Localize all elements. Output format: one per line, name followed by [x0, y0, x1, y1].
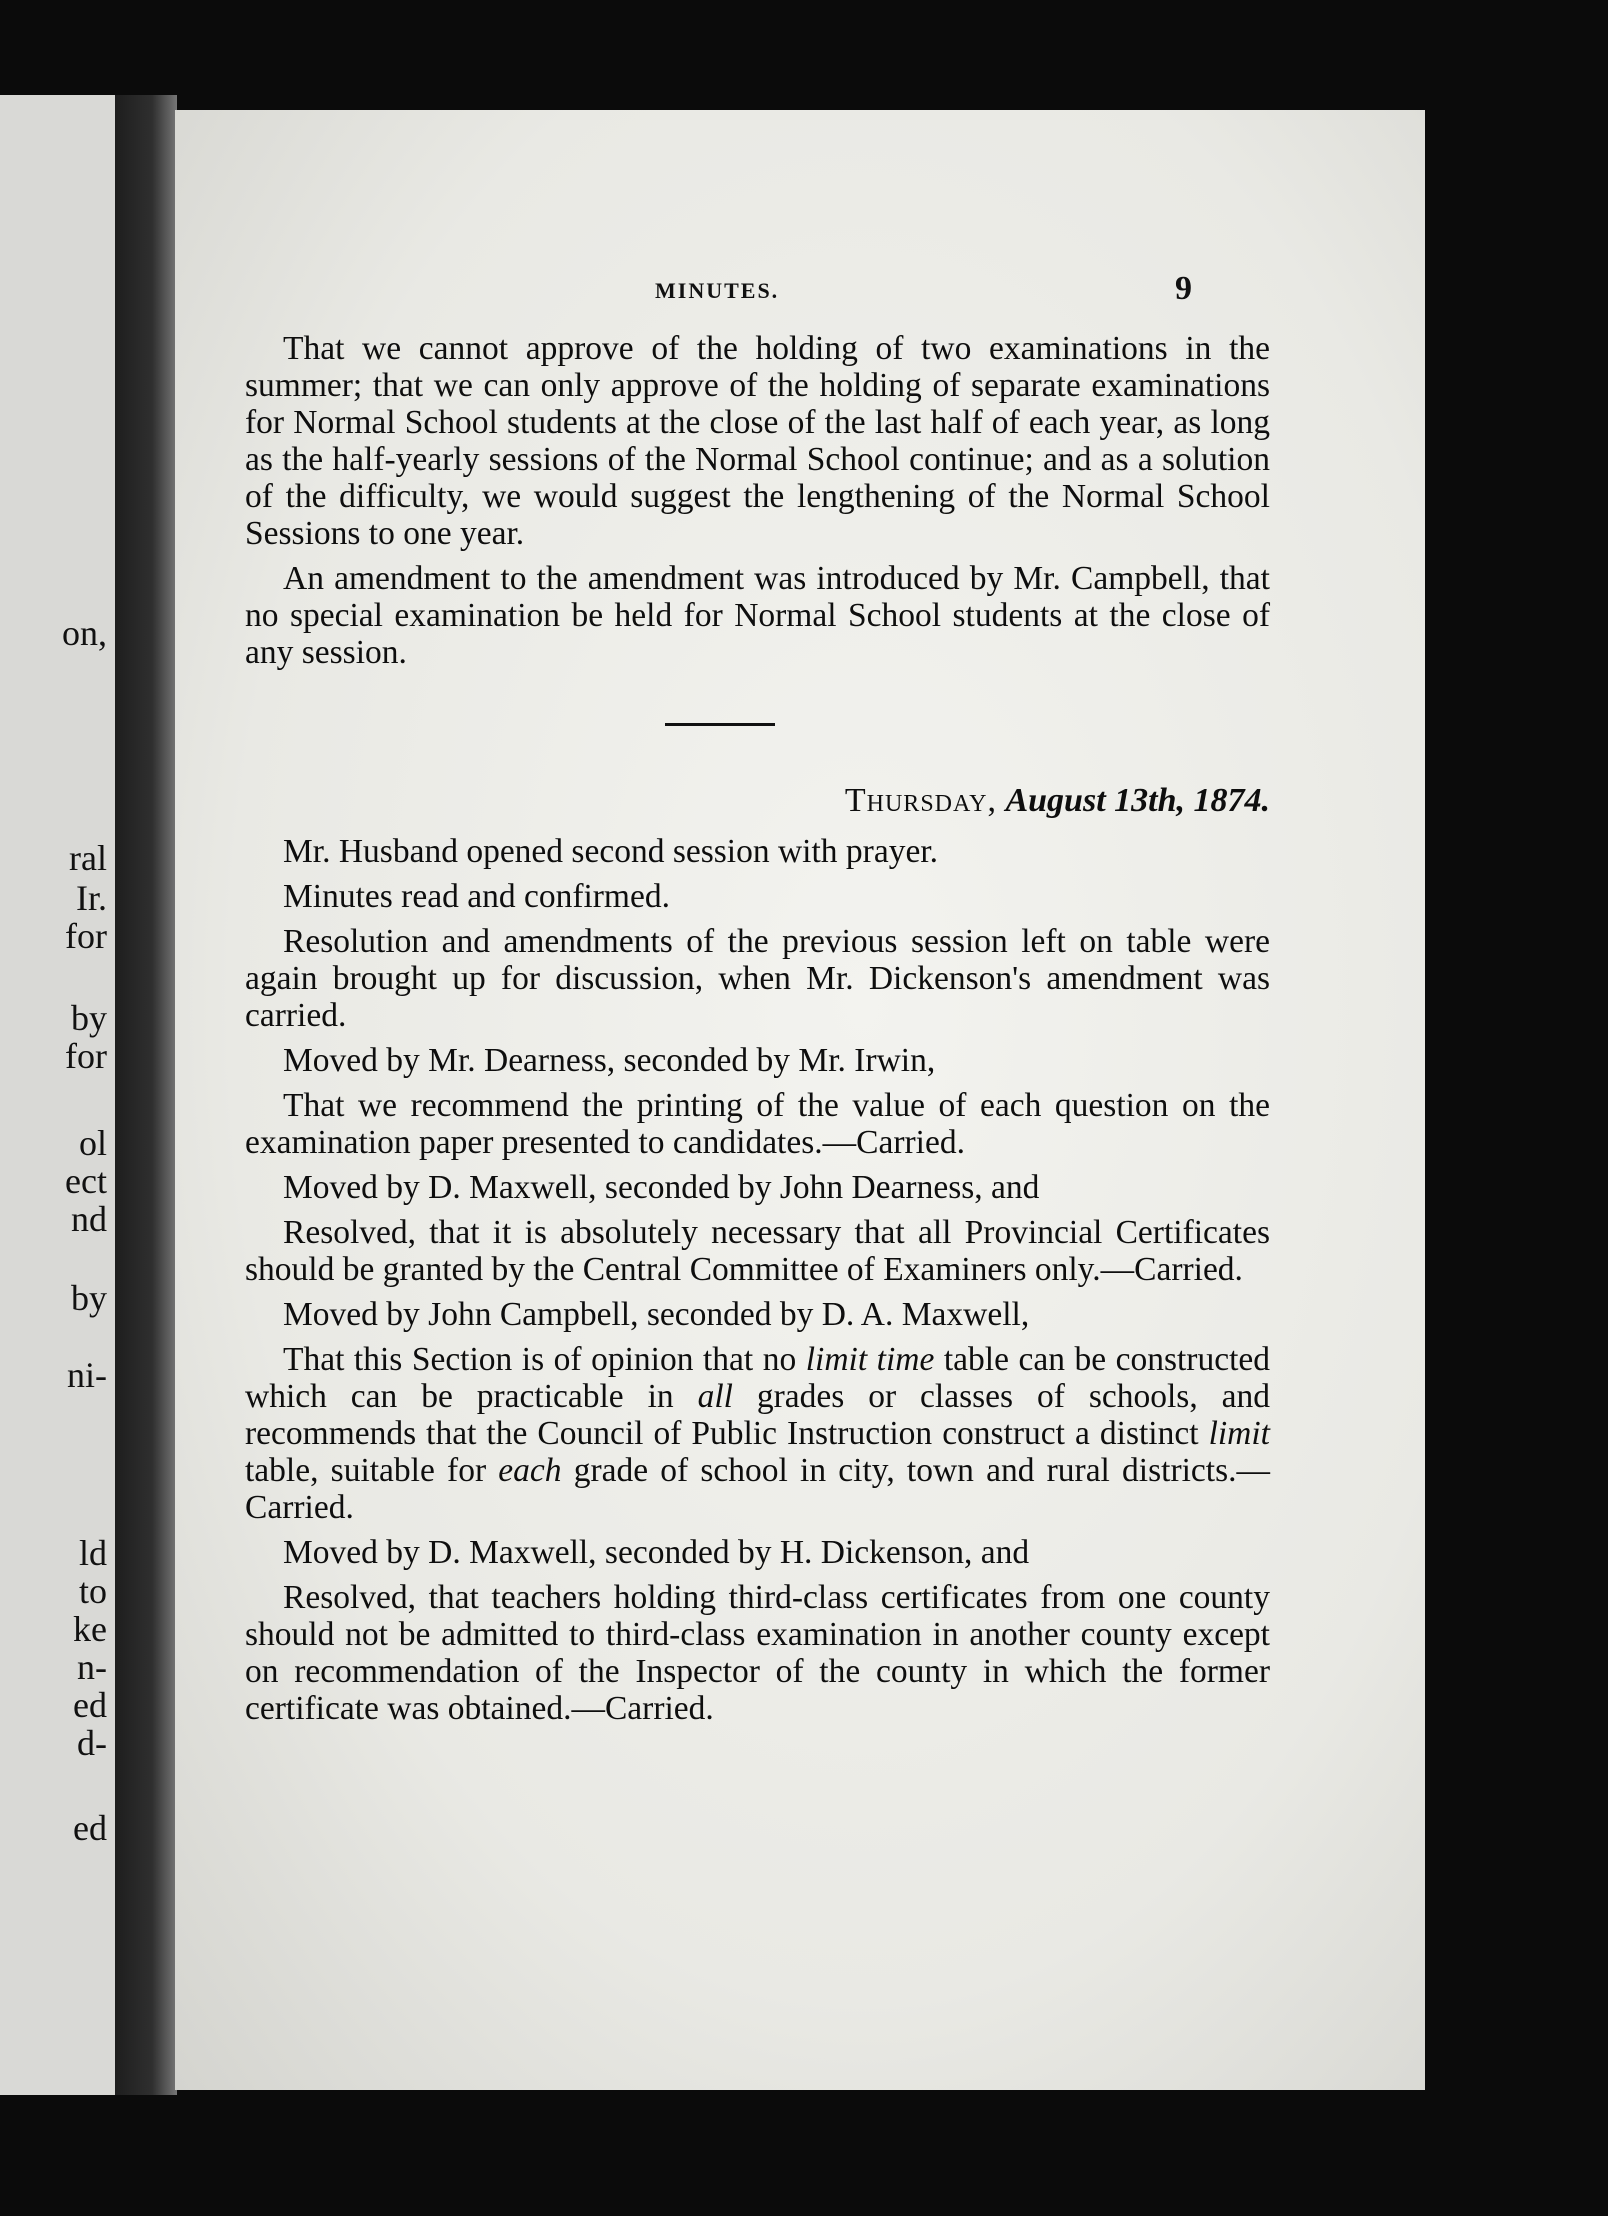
page-body	[245, 330, 1270, 1735]
fragment: by	[71, 1278, 107, 1318]
paragraph: Moved by D. Maxwell, seconded by John Dearness, and	[283, 1169, 1040, 1206]
fragment: ld	[78, 1533, 107, 1573]
paragraph: That we cannot approve of the holding of two examinations in the summer; that we can only approve of the holding of separate examinations for Normal School students at the close of the last half of each year, as long as the half-yearly sessions of the Normal School continue; and as a solution of the difficulty, we would suggest the lengthening of the Normal School Sessions to one year.	[245, 330, 1270, 552]
paragraph: That we recommend the printing of the value of each question on the examination paper presented to candidates.—Carried.	[245, 1087, 1270, 1161]
page-number: 9	[1175, 270, 1192, 307]
paragraph: Moved by D. Maxwell, seconded by H. Dickenson, and	[283, 1534, 1030, 1571]
paragraph: Resolution and amendments of the previous session left on table were again brought up for discussion, when Mr. Dickenson's amendment was carried.	[245, 923, 1270, 1034]
fragment: by	[71, 998, 107, 1038]
book-gutter	[115, 95, 177, 2095]
fragment: d-	[77, 1723, 107, 1763]
paragraph	[245, 1341, 1270, 1526]
paragraph: Moved by Mr. Dearness, seconded by Mr. Irwin,	[283, 1042, 936, 1079]
text-run: table can be constructed which can be practicable in	[245, 1341, 1270, 1415]
italic-text: all	[697, 1378, 733, 1415]
fragment: ral	[69, 838, 107, 878]
fragment: to	[78, 1571, 107, 1611]
running-head: MINUTES.	[655, 278, 780, 303]
fragment: ke	[73, 1609, 107, 1649]
italic-text: limit	[1208, 1415, 1270, 1452]
fragment: ect	[65, 1161, 107, 1201]
paragraph: Mr. Husband opened second session with prayer.	[283, 833, 939, 870]
fragment: ni-	[67, 1355, 107, 1395]
fragment: ol	[78, 1123, 107, 1163]
page-header	[175, 270, 1425, 318]
italic-text: each	[498, 1452, 562, 1489]
paragraph: Moved by John Campbell, seconded by D. A. Maxwell,	[283, 1296, 1030, 1333]
text-run: grades or classes of schools, and recommends that the Council of Public Instruction construct a distinct	[245, 1378, 1270, 1452]
paragraph: Minutes read and confirmed.	[283, 878, 670, 915]
fragment: ed	[73, 1808, 107, 1848]
italic-text: limit time	[805, 1341, 935, 1378]
text-run: That this Section is of opinion that no	[283, 1341, 806, 1378]
fragment: nd	[71, 1199, 107, 1239]
text-run: table, suitable for	[245, 1452, 499, 1489]
session-day: Thursday,	[844, 782, 997, 819]
paragraph: An amendment to the amendment was introduced by Mr. Campbell, that no special examination be held for Normal School students at the close of any session.	[245, 560, 1270, 671]
facing-page	[0, 95, 115, 2095]
text-run: grade of school in city, town and rural districts.—Carried.	[245, 1452, 1270, 1526]
paragraph: Resolved, that it is absolutely necessary that all Provincial Certificates should be granted by the Central Committee of Examiners only.—Carried.	[245, 1214, 1270, 1288]
book-page	[175, 110, 1425, 2090]
session-date	[245, 782, 1270, 819]
fragment: Ir.	[76, 878, 107, 918]
paragraph: Resolved, that teachers holding third-class certificates from one county should not be admitted to third-class examination in another county except on recommendation of the Inspector of the county in which the former certificate was obtained.—Carried.	[245, 1579, 1270, 1727]
fragment: for	[65, 1036, 107, 1076]
fragment: on,	[62, 613, 107, 653]
fragment: for	[65, 916, 107, 956]
fragment: ed	[73, 1685, 107, 1725]
session-date-text: August 13th, 1874.	[1005, 782, 1270, 819]
fragment: n-	[77, 1647, 107, 1687]
section-divider	[665, 723, 775, 726]
